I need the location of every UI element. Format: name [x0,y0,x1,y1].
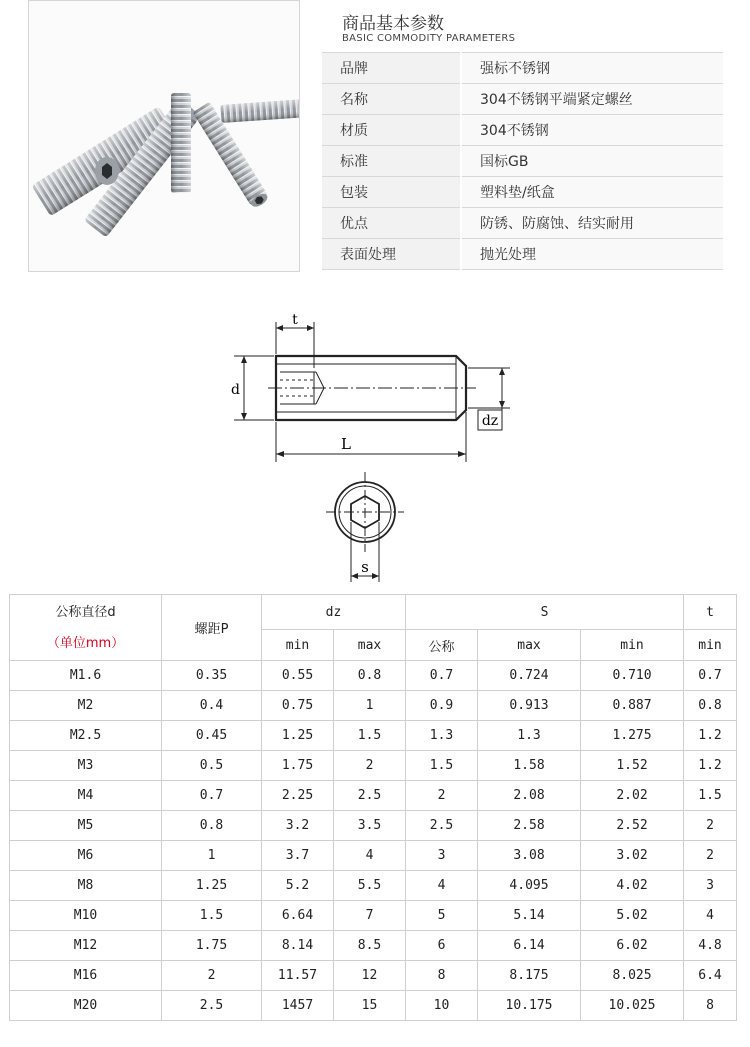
cell-dz-max: 7 [334,901,406,931]
header-s-max: max [478,630,581,661]
cell-s-min: 8.025 [581,961,684,991]
cell-dz-min: 3.2 [262,811,334,841]
param-label: 品牌 [322,53,461,84]
cell-dz-min: 1457 [262,991,334,1021]
cell-t-min: 4 [684,901,737,931]
cell-pitch: 1 [162,841,262,871]
cell-s-nominal: 1.3 [406,721,478,751]
cell-dz-max: 5.5 [334,871,406,901]
table-row [10,991,737,1021]
param-value: 国标GB [461,146,723,177]
cell-pitch: 0.5 [162,751,262,781]
dim-label-s: s [361,558,369,576]
table-row [10,811,737,841]
cell-s-min: 0.710 [581,661,684,691]
cell-s-nominal: 6 [406,931,478,961]
cell-s-nominal: 0.9 [406,691,478,721]
cell-dz-max: 2 [334,751,406,781]
cell-s-min: 5.02 [581,901,684,931]
param-value: 塑料垫/纸盒 [461,177,723,208]
cell-size: M16 [10,961,162,991]
params-title: 商品基本参数 [342,14,444,34]
table-row [10,781,737,811]
cell-pitch: 1.75 [162,931,262,961]
dim-label-d: d [231,382,240,398]
cell-s-min: 0.887 [581,691,684,721]
cell-s-min: 1.275 [581,721,684,751]
header-pitch: 螺距P [162,595,262,661]
param-label: 包装 [322,177,461,208]
cell-pitch: 2 [162,961,262,991]
param-label: 表面处理 [322,239,461,270]
cell-dz-min: 3.7 [262,841,334,871]
cell-dz-max: 12 [334,961,406,991]
cell-size: M3 [10,751,162,781]
set-screws-illustration [29,1,300,272]
cell-pitch: 0.8 [162,811,262,841]
param-value: 强标不锈钢 [461,53,723,84]
table-row [10,751,737,781]
cell-pitch: 0.35 [162,661,262,691]
param-value: 抛光处理 [461,239,723,270]
cell-size: M6 [10,841,162,871]
cell-pitch: 1.25 [162,871,262,901]
param-value: 304不锈钢平端紧定螺丝 [461,84,723,115]
cell-t-min: 1.2 [684,721,737,751]
cell-s-max: 2.58 [478,811,581,841]
header-dz-max: max [334,630,406,661]
header-t-min: min [684,630,737,661]
cell-s-min: 2.02 [581,781,684,811]
cell-dz-min: 11.57 [262,961,334,991]
cell-size: M2 [10,691,162,721]
cell-dz-min: 2.25 [262,781,334,811]
param-label: 材质 [322,115,461,146]
cell-dz-max: 2.5 [334,781,406,811]
dim-label-t: t [292,312,298,328]
params-row [322,208,723,239]
cell-pitch: 0.7 [162,781,262,811]
cell-s-min: 6.02 [581,931,684,961]
cell-s-min: 2.52 [581,811,684,841]
header-s: S [406,595,684,630]
table-row [10,691,737,721]
cell-s-nominal: 8 [406,961,478,991]
product-photo [28,0,300,272]
header-s-nominal: 公称 [406,630,478,661]
dim-label-dz: dz [481,413,499,429]
table-row [10,721,737,751]
cell-s-max: 2.08 [478,781,581,811]
cell-pitch: 1.5 [162,901,262,931]
cell-t-min: 0.8 [684,691,737,721]
cell-s-nominal: 4 [406,871,478,901]
cell-s-nominal: 3 [406,841,478,871]
param-label: 标准 [322,146,461,177]
header-s-min: min [581,630,684,661]
cell-t-min: 4.8 [684,931,737,961]
table-row [10,961,737,991]
cell-dz-max: 0.8 [334,661,406,691]
cell-pitch: 0.45 [162,721,262,751]
header-unit: （单位mm） [46,635,125,651]
cell-dz-min: 8.14 [262,931,334,961]
cell-s-nominal: 10 [406,991,478,1021]
cell-s-max: 6.14 [478,931,581,961]
header-nominal-diameter [10,595,162,661]
cell-dz-min: 1.75 [262,751,334,781]
cell-s-max: 3.08 [478,841,581,871]
cell-dz-max: 4 [334,841,406,871]
cell-s-max: 0.913 [478,691,581,721]
cell-dz-max: 3.5 [334,811,406,841]
params-row [322,115,723,146]
param-label: 优点 [322,208,461,239]
header-t: t [684,595,737,630]
header-dz-min: min [262,630,334,661]
param-value: 防锈、防腐蚀、结实耐用 [461,208,723,239]
cell-size: M10 [10,901,162,931]
cell-s-nominal: 2 [406,781,478,811]
params-row [322,239,723,270]
table-row [10,661,737,691]
cell-size: M2.5 [10,721,162,751]
cell-dz-min: 5.2 [262,871,334,901]
spec-table [9,594,737,1021]
dim-label-L: L [341,435,351,453]
cell-dz-min: 6.64 [262,901,334,931]
params-table [322,52,723,270]
cell-s-max: 8.175 [478,961,581,991]
cell-pitch: 2.5 [162,991,262,1021]
table-row [10,841,737,871]
cell-s-max: 1.3 [478,721,581,751]
cell-dz-max: 1 [334,691,406,721]
spec-header-row [10,595,737,630]
cell-s-max: 0.724 [478,661,581,691]
cell-dz-max: 15 [334,991,406,1021]
param-label: 名称 [322,84,461,115]
cell-dz-min: 0.55 [262,661,334,691]
spec-body [10,661,737,1021]
cell-s-min: 3.02 [581,841,684,871]
cell-dz-max: 8.5 [334,931,406,961]
cell-t-min: 1.2 [684,751,737,781]
cell-t-min: 1.5 [684,781,737,811]
params-subtitle: BASIC COMMODITY PARAMETERS [342,33,516,44]
table-row [10,871,737,901]
cell-size: M5 [10,811,162,841]
cell-t-min: 2 [684,841,737,871]
cell-t-min: 8 [684,991,737,1021]
table-row [10,931,737,961]
cell-s-min: 1.52 [581,751,684,781]
header-dz: dz [262,595,406,630]
cell-s-nominal: 2.5 [406,811,478,841]
screw-3 [171,93,191,193]
param-value: 304不锈钢 [461,115,723,146]
cell-s-min: 4.02 [581,871,684,901]
table-row [10,901,737,931]
cell-dz-min: 0.75 [262,691,334,721]
cell-dz-max: 1.5 [334,721,406,751]
params-row [322,177,723,208]
cell-s-nominal: 0.7 [406,661,478,691]
cell-t-min: 0.7 [684,661,737,691]
params-row [322,53,723,84]
cell-t-min: 2 [684,811,737,841]
cell-size: M20 [10,991,162,1021]
screw-side-view [268,356,476,420]
cell-s-max: 5.14 [478,901,581,931]
cell-size: M4 [10,781,162,811]
cell-size: M1.6 [10,661,162,691]
header-nominal-label: 公称直径d [55,604,116,620]
set-screw-drawing [228,306,528,586]
cell-pitch: 0.4 [162,691,262,721]
cell-size: M8 [10,871,162,901]
cell-t-min: 3 [684,871,737,901]
cell-s-max: 10.175 [478,991,581,1021]
cell-s-nominal: 1.5 [406,751,478,781]
cell-s-min: 10.025 [581,991,684,1021]
params-row [322,146,723,177]
cell-t-min: 6.4 [684,961,737,991]
cell-s-max: 4.095 [478,871,581,901]
cell-dz-min: 1.25 [262,721,334,751]
screw-5 [220,99,300,123]
cell-s-max: 1.58 [478,751,581,781]
params-row [322,84,723,115]
cell-size: M12 [10,931,162,961]
cell-s-nominal: 5 [406,901,478,931]
